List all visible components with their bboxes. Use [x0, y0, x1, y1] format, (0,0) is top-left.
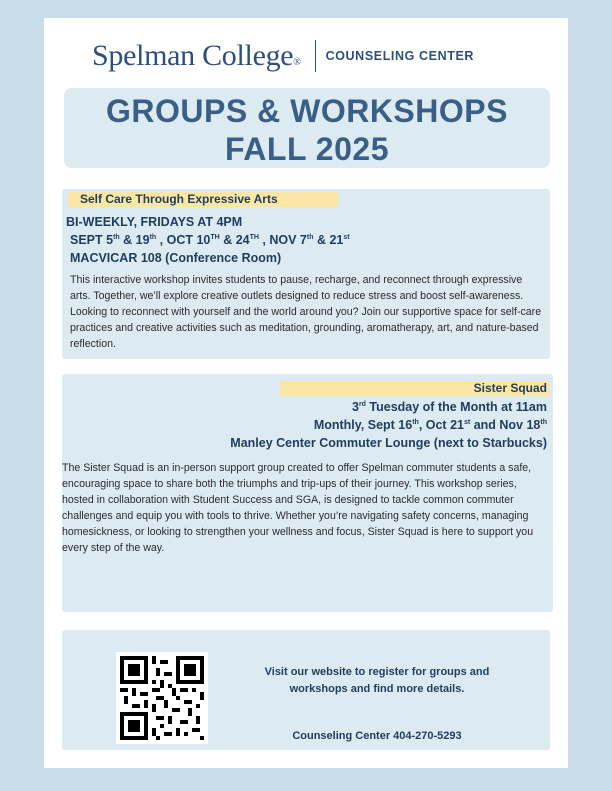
page-title: GROUPS & WORKSHOPS: [106, 93, 508, 129]
workshop-title: Sister Squad: [473, 381, 547, 395]
college-name: Spelman College: [92, 39, 294, 72]
department-name: COUNSELING CENTER: [325, 49, 475, 63]
workshop-details: [230, 398, 547, 452]
title-banner: [64, 88, 550, 168]
college-logo: [92, 39, 301, 73]
registered-mark: ®: [293, 57, 301, 68]
workshop-schedule: 3rd Tuesday of the Month at 11am: [351, 400, 547, 414]
header: [92, 34, 532, 78]
workshop-dates: SEPT 5th & 19th , OCT 10TH & 24TH , NOV 7th & 21st: [70, 233, 350, 247]
flyer-page: [44, 18, 568, 768]
register-call-to-action: Visit our website to register for groups and workshops and find more details.: [264, 666, 490, 695]
registration-footer: [62, 630, 550, 750]
workshop-card-expressive-arts: [62, 189, 550, 359]
page-subtitle: FALL 2025: [225, 131, 389, 167]
workshop-description: This interactive workshop invites students to pause, recharge, and reconnect through expressive arts. Together, we’ll explore creative outlets designed to reduce stress and boost self-awareness. Looking to reconnect with yourself and the world around you? Join our supportive space for self-care practices and creative activities such as meditation, grounding, aromatherapy, art, and nature-based reflection.: [70, 274, 542, 350]
workshop-card-sister-squad: [62, 374, 553, 612]
workshop-schedule: BI-WEEKLY, FRIDAYS AT 4PM: [66, 215, 243, 229]
workshop-details: [66, 213, 350, 267]
workshop-title: Self Care Through Expressive Arts: [80, 192, 278, 206]
qr-code-icon[interactable]: [116, 652, 208, 744]
workshop-description: The Sister Squad is an in-person support group created to offer Spelman commuter students a safe, encouraging space to share both the triumphs and trip-ups of their journey. This workshop series, hosted in collaboration with Student Success and SGA, is designed to tackle common commuter challenges and equip you with tools to thrive. Whether you’re navigating safety concerns, managing homesickness, or looking to strengthen your wellness and focus, Sister Squad is here to support you every step of the way.: [62, 462, 534, 554]
header-divider: [315, 40, 316, 72]
counseling-phone: Counseling Center 404-270-5293: [292, 730, 462, 742]
workshop-dates: Monthly, Sept 16th, Oct 21st and Nov 18th: [313, 418, 547, 432]
workshop-location: MACVICAR 108 (Conference Room): [70, 251, 282, 265]
workshop-location: Manley Center Commuter Lounge (next to Starbucks): [230, 436, 547, 450]
